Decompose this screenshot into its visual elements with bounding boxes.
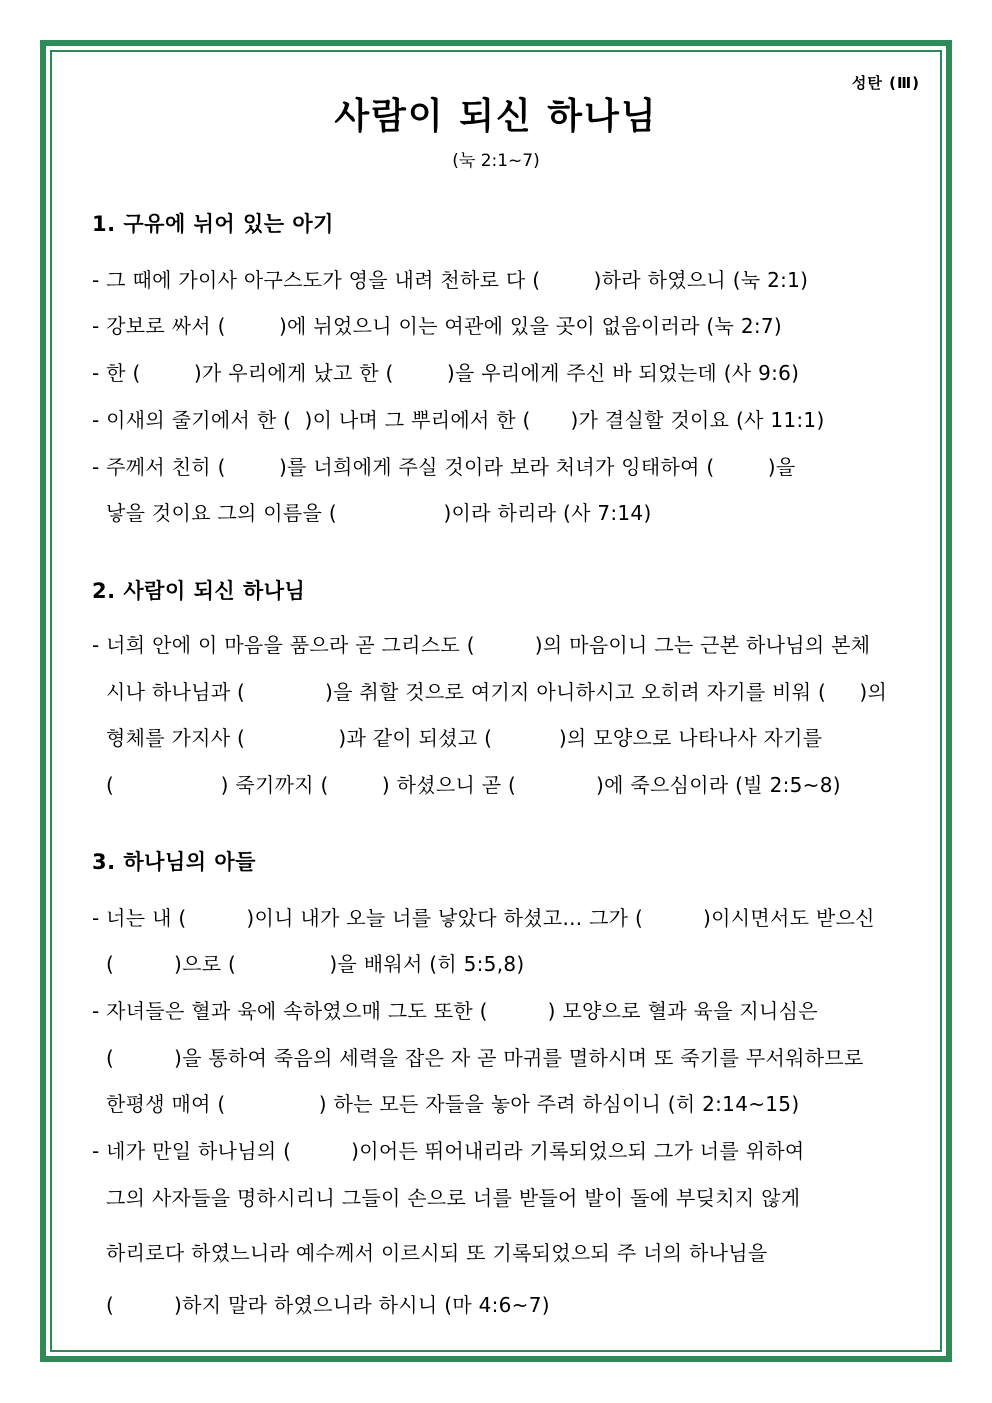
- section-2-line-1: - 너희 안에 이 마음을 품으라 곧 그리스도 ( )의 마음이니 그는 근본 하나님의 본체: [92, 633, 871, 657]
- section-2-line-3: 형체를 가지사 ( )과 같이 되셨고 ( )의 모양으로 나타나사 자기를: [106, 726, 823, 750]
- section-1-line-3: - 한 ( )가 우리에게 났고 한 ( )을 우리에게 주신 바 되었는데 (사 9:6): [92, 361, 800, 385]
- section-2-line-4: ( ) 죽기까지 ( ) 하셨으니 곧 ( )에 죽으심이라 (빌 2:5~8): [106, 773, 841, 797]
- section-2-line-2: 시나 하나님과 ( )을 취할 것으로 여기지 아니하시고 오히려 자기를 비워 ( )의: [106, 680, 888, 704]
- page-title: 사람이 되신 하나님: [334, 96, 658, 137]
- section-1-line-6: 낳을 것이요 그의 이름을 ( )이라 하리라 (사 7:14): [106, 501, 652, 525]
- section-1-heading: 1. 구유에 뉘어 있는 아기: [92, 212, 334, 236]
- section-3-line-8: 하리로다 하였느니라 예수께서 이르시되 또 기록되었으되 주 너의 하나님을: [106, 1241, 768, 1265]
- section-3-line-4: ( )을 통하여 죽음의 세력을 잡은 자 곧 마귀를 멸하시며 또 죽기를 무서워하므로: [106, 1046, 864, 1070]
- section-3-line-5: 한평생 매여 ( ) 하는 모든 자들을 놓아 주려 하심이니 (히 2:14~15): [106, 1092, 800, 1116]
- section-3-line-2: ( )으로 ( )을 배워서 (히 5:5,8): [106, 952, 525, 976]
- section-3-line-7: 그의 사자들을 명하시리니 그들이 손으로 너를 받들어 발이 돌에 부딪치지 않게: [106, 1186, 801, 1210]
- scripture-reference: (눅 2:1~7): [452, 151, 540, 171]
- section-3-line-3: - 자녀들은 혈과 육에 속하였으매 그도 또한 ( ) 모양으로 혈과 육을 지니심은: [92, 999, 818, 1023]
- section-3-line-1: - 너는 내 ( )이니 내가 오늘 너를 낳았다 하셨고... 그가 ( )이시면서도 받으신: [92, 906, 875, 930]
- section-3-heading: 3. 하나님의 아들: [92, 850, 256, 874]
- section-1-line-5: - 주께서 친히 ( )를 너희에게 주실 것이라 보라 처녀가 잉태하여 ( )을: [92, 455, 796, 479]
- section-2-heading: 2. 사람이 되신 하나님: [92, 579, 306, 603]
- section-1-line-1: - 그 때에 가이사 아구스도가 영을 내려 천하로 다 ( )하라 하였으니 (눅 2:1): [92, 268, 809, 292]
- section-3-line-9: ( )하지 말라 하였으니라 하시니 (마 4:6~7): [106, 1293, 550, 1317]
- section-1-line-4: - 이새의 줄기에서 한 ( )이 나며 그 뿌리에서 한 ( )가 결실할 것이요 (사 11:1): [92, 408, 825, 432]
- series-tag: 성탄 (Ⅲ): [851, 74, 920, 92]
- section-3-line-6: - 네가 만일 하나님의 ( )이어든 뛰어내리라 기록되었으되 그가 너를 위하여: [92, 1139, 805, 1163]
- section-1-line-2: - 강보로 싸서 ( )에 뉘었으니 이는 여관에 있을 곳이 없음이러라 (눅 2:7): [92, 314, 783, 338]
